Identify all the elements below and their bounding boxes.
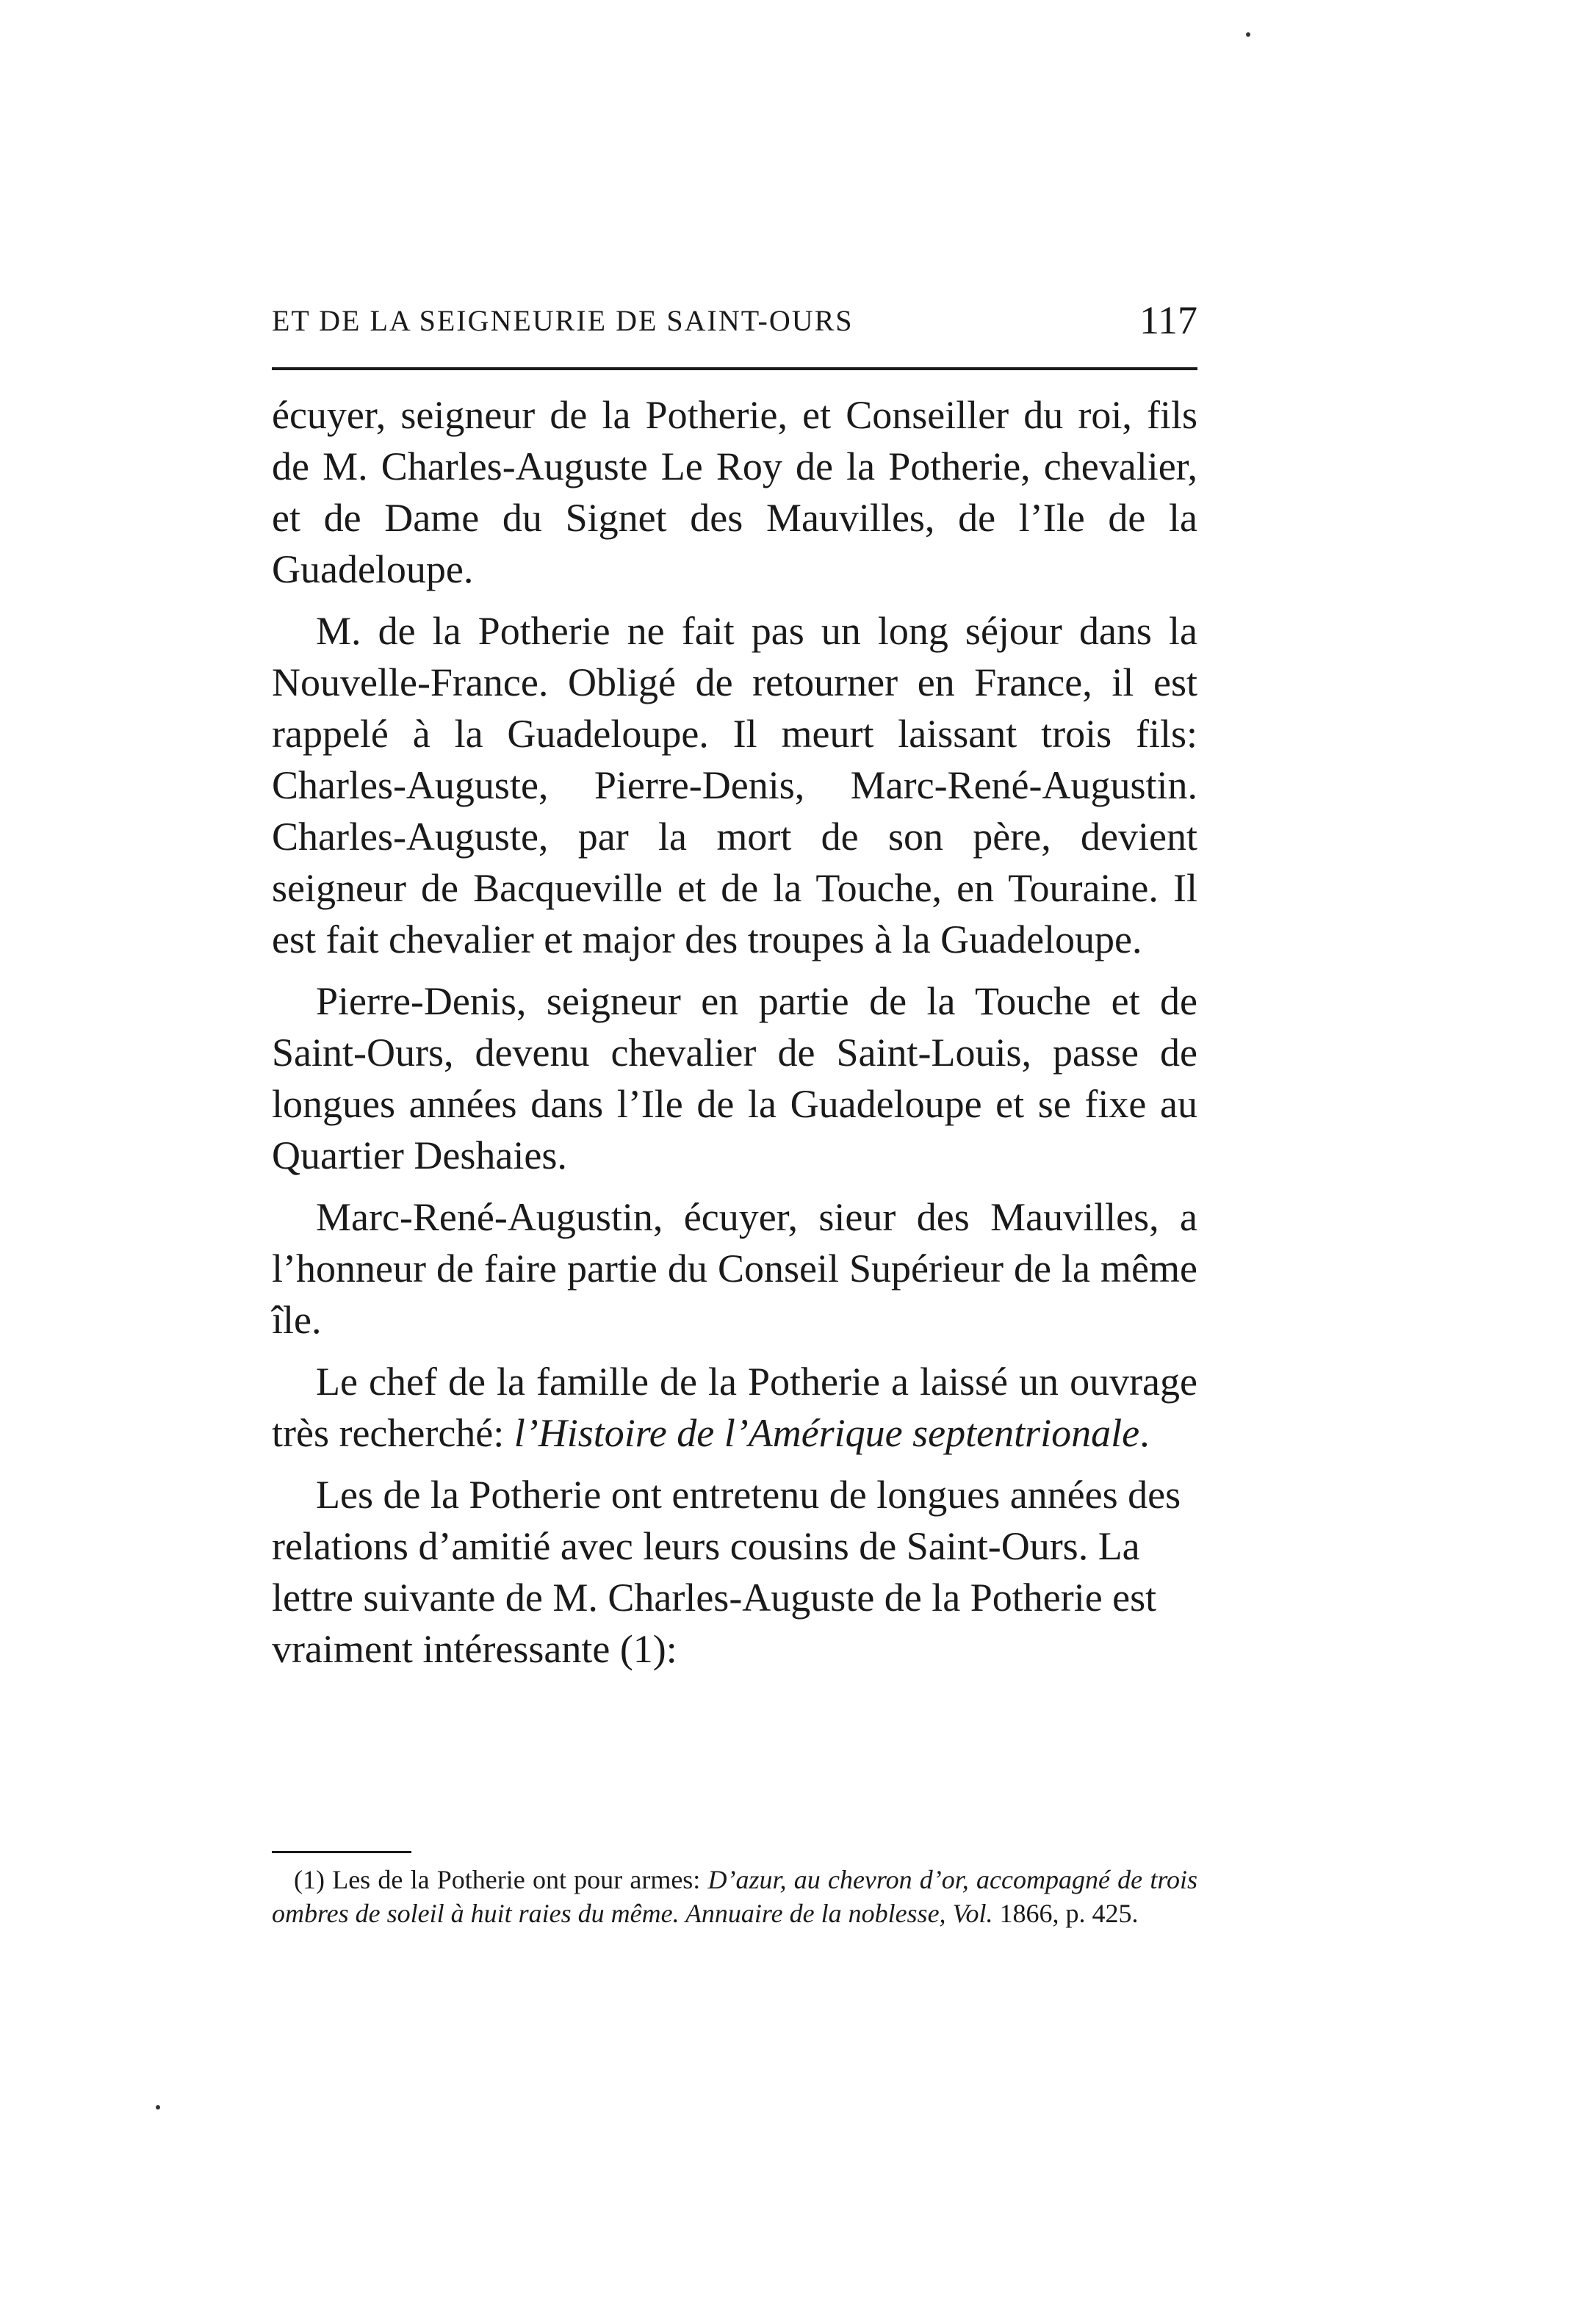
paragraph-3: Pierre-Denis, seigneur en partie de la Touche et de Saint-Ours, devenu chevalier de Saint-Louis, passe de longues années dans l’Ile de la Guadeloupe et se fixe au Quartier Deshaies. <box>272 979 1197 1177</box>
footnote-italic: D’azur, au chevron d’or, accompagné de trois ombres de soleil à huit raies du même. Annuaire de la noblesse, Vol. <box>272 1865 1198 1928</box>
book-title: l’Histoire de l’Amérique septentrionale <box>514 1411 1140 1455</box>
body-text <box>272 389 1197 1685</box>
footnote-lead: Les de la Potherie ont pour armes: <box>332 1865 708 1894</box>
paragraph-5 <box>272 1356 1197 1459</box>
paragraph-5-end: . <box>1139 1411 1150 1455</box>
footnote <box>272 1863 1197 1930</box>
paragraph-4: Marc-René-Augustin, écuyer, sieur des Mauvilles, a l’honneur de faire partie du Conseil Supérieur de la même île. <box>272 1195 1197 1342</box>
footnote-tail: 1866, p. 425. <box>992 1899 1139 1928</box>
page-number: 117 <box>1139 298 1197 342</box>
paragraph-2: M. de la Potherie ne fait pas un long séjour dans la Nouvelle-France. Obligé de retourner en France, il est rappelé à la Guadeloupe. Il meurt laissant trois fils: Charles-Auguste, Pierre-Denis, Marc-René-Augustin. Charles-Auguste, par la mort de son père, devient seigneur de Bacqueville et de la Touche, en Touraine. Il est fait chevalier et major des troupes à la Guadeloupe. <box>272 609 1197 961</box>
footnote-marker: (1) <box>294 1865 325 1894</box>
paragraph-5-text: Le chef de la famille de la Potherie a laissé un ouvrage très recherché: <box>272 1360 1197 1455</box>
running-head: ET DE LA SEIGNEURIE DE SAINT-OURS <box>272 304 854 337</box>
paragraph-1: écuyer, seigneur de la Potherie, et Conseiller du roi, fils de M. Charles-Auguste Le Roy de la Potherie, chevalier, et de Dame du Signet des Mauvilles, de l’Ile de la Guadeloupe. <box>272 393 1197 591</box>
header-rule <box>272 367 1197 370</box>
paragraph-6: Les de la Potherie ont entretenu de longues années des relations d’amitié avec leurs cousins de Saint-Ours. La lettre suivante de M. Charles-Auguste de la Potherie est vraiment intéressante (1): <box>272 1473 1181 1671</box>
scan-speck <box>156 2105 160 2110</box>
scan-speck <box>1246 32 1250 37</box>
footnote-rule <box>272 1851 411 1853</box>
page-header <box>272 297 1197 356</box>
